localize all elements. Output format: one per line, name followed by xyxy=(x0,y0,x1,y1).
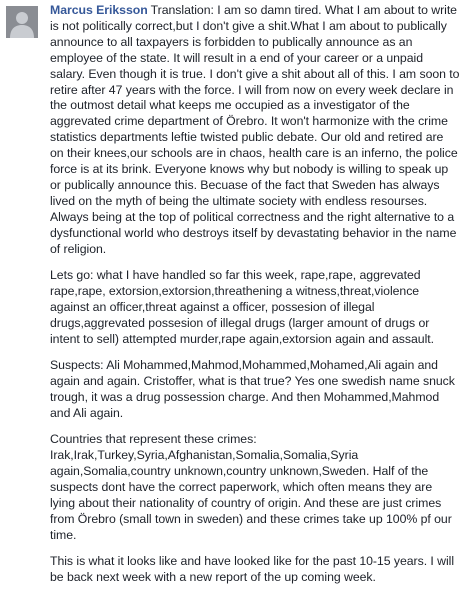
avatar[interactable] xyxy=(6,6,38,38)
user-silhouette-icon xyxy=(6,6,38,38)
comment-body xyxy=(50,3,460,597)
comment-paragraph-5: This is what it looks like and have looked like for the past 10-15 years. I will be back next week with a new report of the up coming week. xyxy=(50,554,455,585)
author-name-link[interactable]: Marcus Eriksson xyxy=(50,3,148,17)
comment-paragraph-4: Countries that represent these crimes: Irak,Irak,Turkey,Syria,Afghanistan,Somalia,Somalia,Syria again,Somalia,country unknown,country unknown,Sweden. Half of the suspects dont have the correct paperwork, which often means they are lying about their nationality of country of origin. And these are just crimes from Örebro (small town in sweden) and these crimes take up 100% pf our time. xyxy=(50,432,452,542)
comment-paragraph-1 xyxy=(50,3,460,258)
comment-paragraph-2: Lets go: what I have handled so far this week, rape,rape, aggrevated rape,rape, extorsion,extorsion,threathening a witness,threat,violence against an officer,threat against a officer, possesion of illegal drugs,aggrevated possesion of illegal drugs (larger amount of drugs or intent to sell) attempted murder,rape again,extorsion again and assault. xyxy=(50,268,434,346)
comment-text: Translation: I am so damn tired. What I am about to write is not politically correct,but I don't give a shit.What I am about to publically announce to all taxpayers is forbidden to publically announce as an employee of the state. It will result in a end of your career or a unpaid salary. Even though it is true. I don't give a shit about all of this. I am soon to retire after 47 years with the force. I will from now on every week declare in the outmost detail what keeps me occupied as a investigator of the aggrevated crime department of Örebro. It won't harmonize with the crime statistics departments leftie twisted public debate. Our old and retired are on their knees,our schools are in chaos, health care is an inferno, the police force is at its brink. Everyone knows why but nobody is willing to speak up or publically announce this. Becuase of the fact that Sweden has always lived on the myth of being the ultimate society with endless resourses. Always being at the top of political correctness and the right alternative to a dysfunctional world who destroys itself by devastating behavior in the name of religion. xyxy=(50,3,460,256)
comment-paragraph-3: Suspects: Ali Mohammed,Mahmod,Mohammed,Mohamed,Ali again and again and again. Cristoffer, what is that true? Yes one swedish name snuck trough, it was a drug possession charge. And then Mohammed,Mahmod and Ali again. xyxy=(50,358,455,420)
